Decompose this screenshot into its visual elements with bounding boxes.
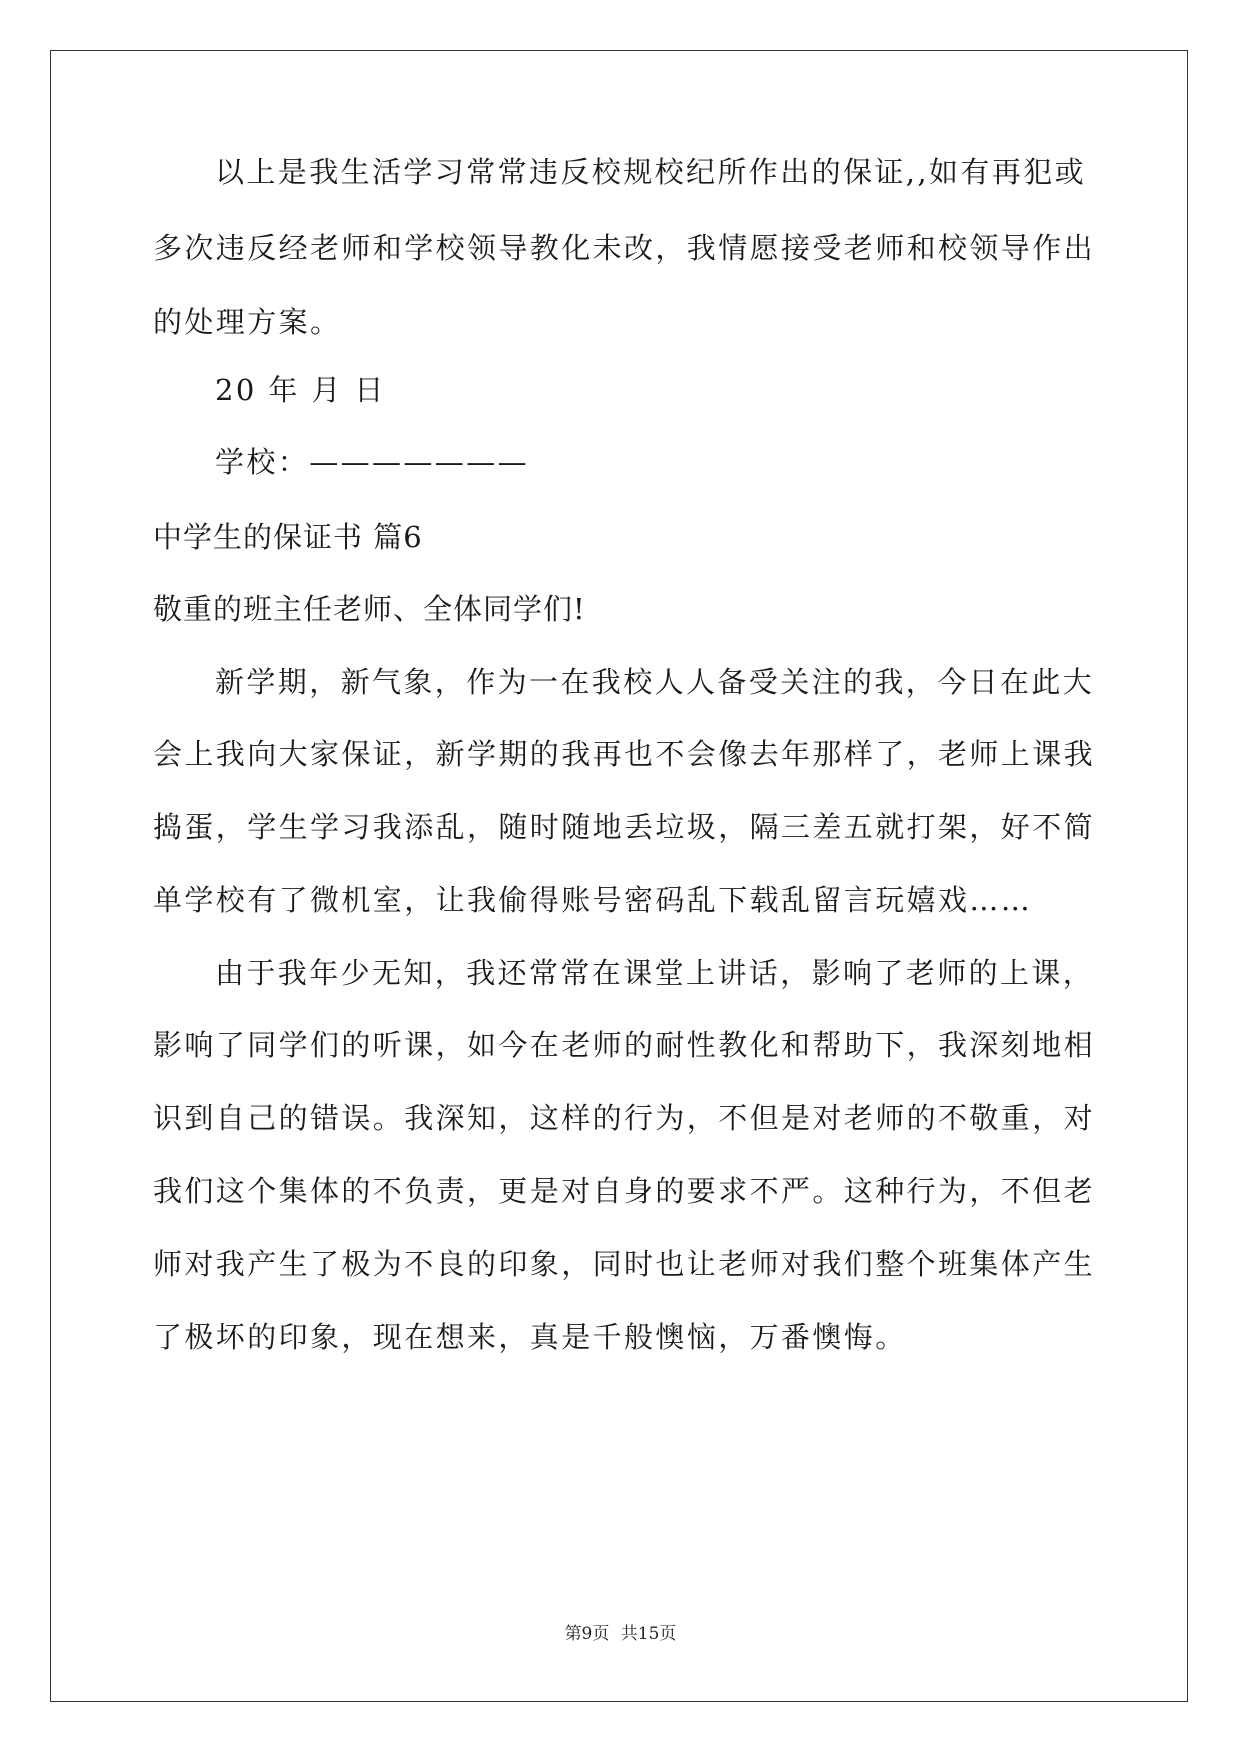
paragraph-line: 我们这个集体的不负责，更是对自身的要求不严。这种行为，不但老 <box>153 1174 1096 1208</box>
paragraph-line: 单学校有了微机室，让我偷得账号密码乱下载乱留言玩嬉戏…… <box>153 883 1033 917</box>
page-number: 第9页 <box>564 1624 610 1644</box>
paragraph-line: 多次违反经老师和学校领导教化未改，我情愿接受老师和校领导作出 <box>153 231 1096 265</box>
page-footer <box>0 1622 1241 1646</box>
paragraph-line: 的处理方案。 <box>153 305 342 339</box>
paragraph-line: 师对我产生了极为不良的印象，同时也让老师对我们整个班集体产生 <box>153 1247 1096 1281</box>
paragraph-line: 以上是我生活学习常常违反校规校纪所作出的保证,,如有再犯或 <box>215 155 1087 189</box>
date-line: 20 年 月 日 <box>215 373 386 407</box>
paragraph-line: 新学期，新气象，作为一在我校人人备受关注的我，今日在此大 <box>215 665 1095 699</box>
salutation: 敬重的班主任老师、全体同学们! <box>153 592 586 626</box>
paragraph-line: 由于我年少无知，我还常常在课堂上讲话，影响了老师的上课， <box>215 956 1095 990</box>
page-total: 共15页 <box>620 1624 677 1644</box>
paragraph-line: 会上我向大家保证，新学期的我再也不会像去年那样了，老师上课我 <box>153 737 1096 771</box>
page-border <box>50 50 1188 1702</box>
school-signature-line: 学校：——————— <box>215 445 530 479</box>
paragraph-line: 识到自己的错误。我深知，这样的行为，不但是对老师的不敬重，对 <box>153 1101 1096 1135</box>
paragraph-line: 影响了同学们的听课，如今在老师的耐性教化和帮助下，我深刻地相 <box>153 1028 1096 1062</box>
paragraph-line: 了极坏的印象，现在想来，真是千般懊恼，万番懊悔。 <box>153 1320 907 1354</box>
section-heading: 中学生的保证书 篇6 <box>153 520 423 554</box>
paragraph-line: 捣蛋，学生学习我添乱，随时随地丢垃圾，隔三差五就打架，好不简 <box>153 810 1096 844</box>
